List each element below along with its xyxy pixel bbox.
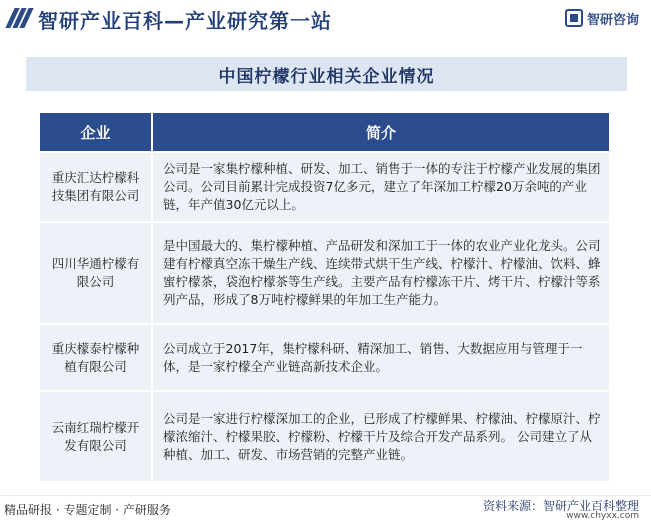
- table-row: [40, 391, 609, 481]
- brand: [565, 8, 639, 28]
- top-header: [0, 0, 651, 36]
- column-header-company: 企业: [40, 113, 152, 152]
- report-title-bar: [26, 57, 627, 91]
- table-row: [40, 222, 609, 324]
- company-name: 云南红瑞柠檬开发有限公司: [40, 391, 152, 481]
- company-intro: 公司成立于2017年，集柠檬科研、精深加工、销售、大数据应用与管理于一体，是一家柠檬全产业链高新技术企业。: [152, 324, 609, 391]
- footer-tagline: 精品研报 · 专题定制 · 产研服务: [4, 503, 171, 517]
- company-name: 重庆檬泰柠檬种植有限公司: [40, 324, 152, 391]
- table-row: [40, 324, 609, 391]
- footer: [0, 495, 651, 523]
- company-intro: 公司是一家集柠檬种植、研发、加工、销售于一体的专注于柠檬产业发展的集团公司。公司目前累计完成投资7亿多元，建立了年深加工柠檬20万余吨的产业链，年产值30亿元以上。: [152, 152, 609, 222]
- company-intro: 公司是一家进行柠檬深加工的企业，已形成了柠檬鲜果、柠檬油、柠檬原汁、柠檬浓缩汁、柠檬果胶、柠檬粉、柠檬干片及综合开发产品系列。 公司建立了从种植、加工、研发、市场营销的完整产业链。: [152, 391, 609, 481]
- company-name: 重庆汇达柠檬科技集团有限公司: [40, 152, 152, 222]
- site-title: 智研产业百科—产业研究第一站: [38, 9, 332, 33]
- stripes-logo-icon: [6, 8, 28, 28]
- brand-name: 智研咨询: [586, 12, 639, 28]
- table-row: [40, 152, 609, 222]
- source-note: 资料来源：智研产业百科整理: [482, 499, 639, 513]
- company-intro: 是中国最大的、集柠檬种植、产品研发和深加工于一体的农业产业化龙头。公司建有柠檬真空冻干燥生产线、连续带式烘干生产线、柠檬汁、柠檬油、饮料、蜂蜜柠檬茶，袋泡柠檬茶等生产线。主要产品有柠檬冻干片、烤干片、柠檬汁等系列产品，形成了8万吨柠檬鲜果的年加工生产能力。: [152, 222, 609, 324]
- site-url: www.chyxx.com: [566, 511, 639, 521]
- column-header-intro: 简介: [152, 113, 609, 152]
- table-header-row: [40, 113, 609, 152]
- company-name: 四川华通柠檬有限公司: [40, 222, 152, 324]
- company-table: [40, 113, 609, 481]
- brand-logo-icon: [565, 9, 583, 27]
- report-title: 中国柠檬行业相关企业情况: [218, 66, 435, 87]
